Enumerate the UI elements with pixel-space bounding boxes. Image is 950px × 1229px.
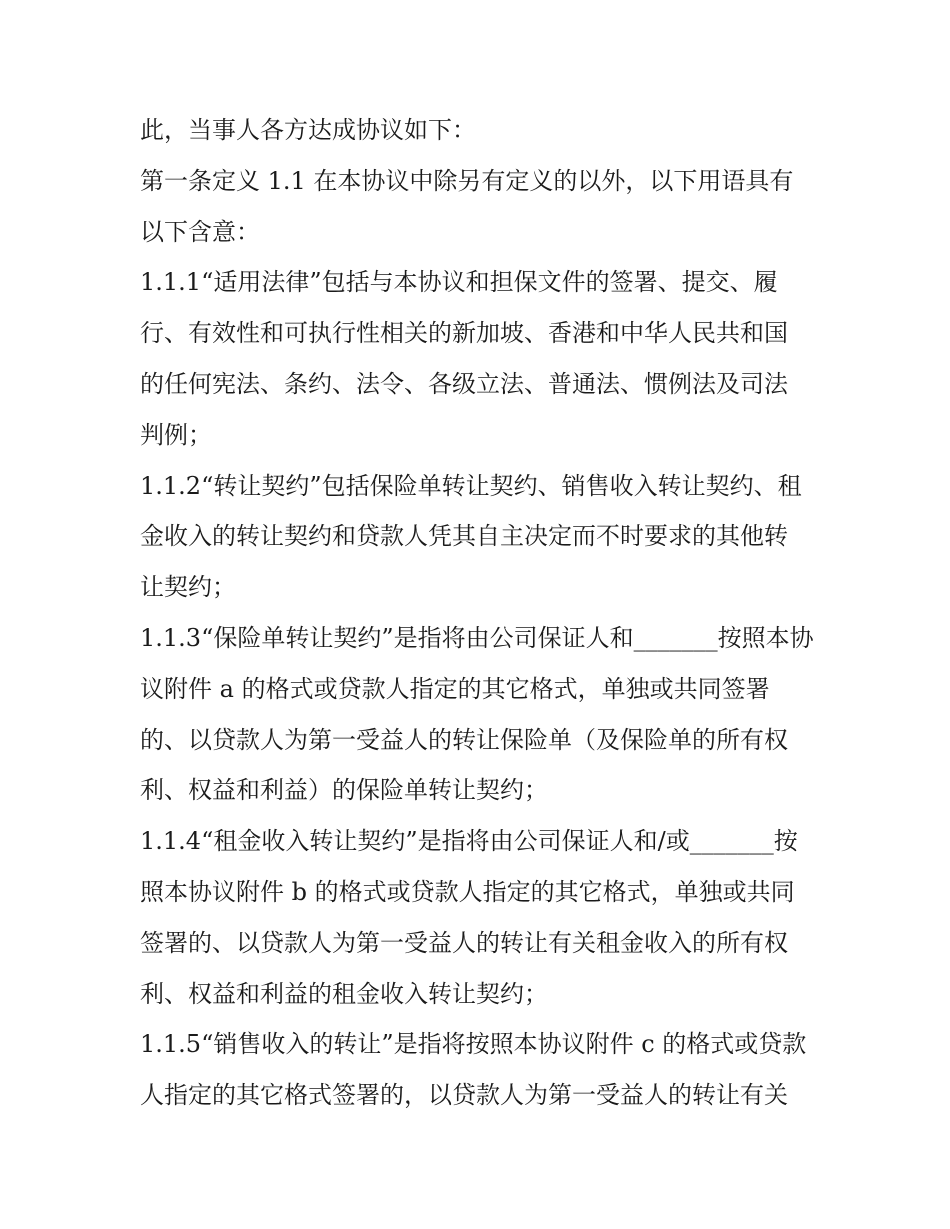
text-line: 1.1.5“销售收入的转让”是指将按照本协议附件 c 的格式或贷款: [140, 1030, 807, 1059]
text-line: 此，当事人各方达成协议如下：: [140, 116, 476, 144]
text-line: 第一条定义 1.1 在本协议中除另有定义的以外，以下用语具有: [140, 166, 794, 195]
text-line: 1.1.4“租金收入转让契约”是指将由公司保证人和/或_______按: [140, 827, 798, 856]
text-line: 人指定的其它格式签署的，以贷款人为第一受益人的转让有关: [140, 1081, 788, 1110]
text-line: 1.1.1“适用法律”包括与本协议和担保文件的签署、提交、履: [140, 268, 778, 297]
text-line: 议附件 a 的格式或贷款人指定的其它格式，单独或共同签署: [140, 674, 770, 703]
agreement-body: [140, 105, 820, 1121]
text-line: 利、权益和利益）的保险单转让契约；: [140, 776, 548, 805]
text-line: 以下含意：: [140, 217, 260, 246]
text-line: 照本协议附件 b 的格式或贷款人指定的其它格式，单独或共同: [140, 877, 795, 906]
text-line: 1.1.2“转让契约”包括保险单转让契约、销售收入转让契约、租: [140, 471, 802, 500]
text-line: 的、以贷款人为第一受益人的转让保险单（及保险单的所有权: [140, 725, 788, 754]
text-line: 1.1.3“保险单转让契约”是指将由公司保证人和_______按照本协: [140, 623, 814, 652]
text-line: 让契约；: [140, 573, 236, 602]
text-line: 金收入的转让契约和贷款人凭其自主决定而不时要求的其他转: [140, 522, 788, 551]
text-line: 判例；: [140, 420, 212, 449]
text-line: 签署的、以贷款人为第一受益人的转让有关租金收入的所有权: [140, 928, 788, 957]
text-line: 利、权益和利益的租金收入转让契约；: [140, 979, 548, 1008]
text-line: 行、有效性和可执行性相关的新加坡、香港和中华人民共和国: [140, 319, 788, 348]
text-line: 的任何宪法、条约、法令、各级立法、普通法、惯例法及司法: [140, 369, 788, 398]
